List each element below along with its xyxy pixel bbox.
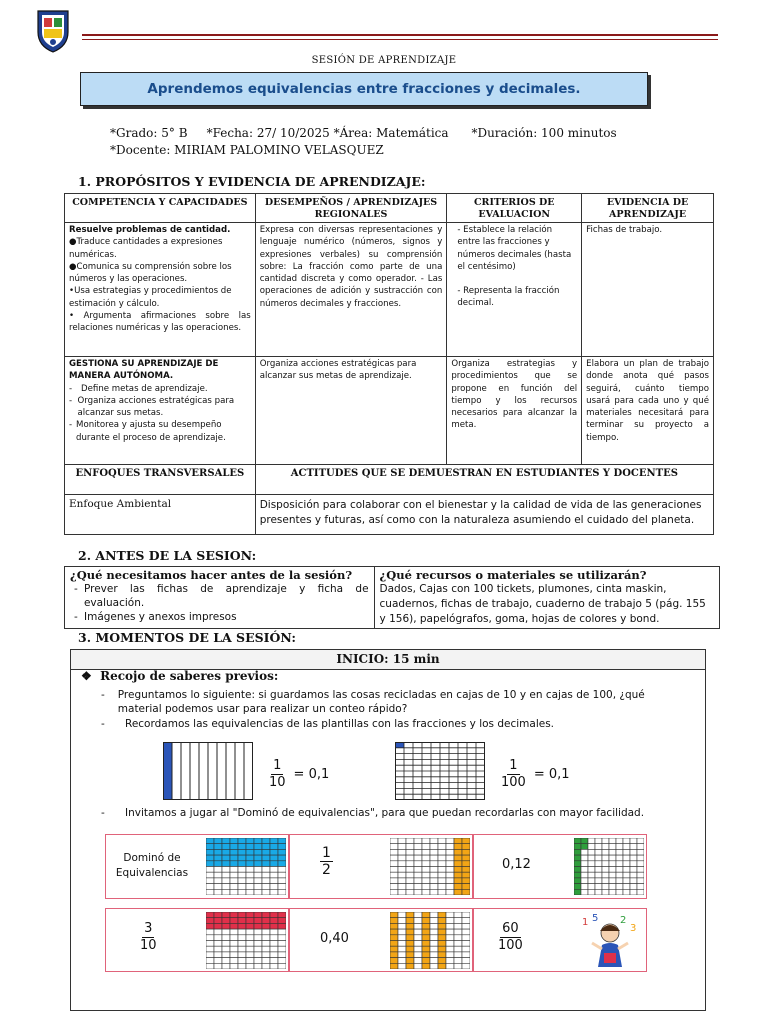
enfoques-header: ENFOQUES TRANSVERSALES [65,465,256,495]
domino-card-040 [289,908,473,972]
actitud-cell: Disposición para colaborar con el bienestar y la calidad de vida de las generaciones presentes y futuras, así como con la naturaleza asumiendo el cuidado del planeta. [255,495,713,535]
svg-text:1: 1 [582,917,589,928]
domino-card-title [105,834,289,899]
domino-card-sixty-hundredths [473,908,647,972]
inicio-header: INICIO: 15 min [71,650,705,670]
lesson-title-banner: Aprendemos equivalencias entre fracciones y decimales. [80,72,648,106]
domino-grid-green [574,838,644,895]
materials-text: Dados, Cajas con 100 tickets, plumones, cinta maskin, cuadernos, fichas de trabajo, cuaderno de trabajo 5 (pág. 155 y 156), papelógrafos, goma, hojas de colores y bond. [379,583,706,625]
evidencia-cell-2: Elabora un plan de trabajo donde anota qué pasos seguirá, cuánto tiempo usará para cada uno y qué materiales necesitará para terminar su proyecto a tiempo. [582,357,714,465]
desempeno-cell-2: Organiza acciones estratégicas para alcanzar sus metas de aprendizaje. [255,357,447,465]
tenths-grid-figure [163,742,253,800]
actitudes-header: ACTITUDES QUE SE DEMUESTRAN EN ESTUDIANTES Y DOCENTES [255,465,713,495]
domino-grid-cyan [206,838,286,895]
list-item: - Preguntamos lo siguiente: si guardamos las cosas recicladas en cajas de 10 y en cajas de 100, ¿qué material podemos usar para realizar un conteo rápido? [101,689,645,715]
svg-text:2: 2 [620,915,627,926]
domino-grid-orange-columns [390,912,470,969]
domino-title: Dominó de Equivalencias [115,852,189,879]
purposes-table [64,193,714,535]
meta-line-teacher: *Docente: MIRIAM PALOMINO VELASQUEZ [110,143,384,157]
diamond-bullet-icon: ❖ [81,669,92,683]
before-session-table [64,566,720,629]
meta-line-grade-date-area: *Grado: 5° B *Fecha: 27/ 10/2025 *Área: Matemática *Duración: 100 minutos [110,126,617,140]
svg-text:5: 5 [592,913,599,924]
section-3-title: 3. MOMENTOS DE LA SESIÓN: [78,630,296,645]
competencia-title: GESTIONA SU APRENDIZAJE DE MANERA AUTÓNOMA. [69,359,219,382]
equation-one-hundredth: $\frac{1}{100}$ = 0,1 [501,758,570,790]
recojo-heading: ❖ Recojo de saberes previos: [81,669,279,683]
capacidad-item: Define metas de aprendizaje. [81,383,208,394]
hundredths-grid-figure [395,742,485,800]
svg-text:3: 3 [630,923,637,934]
section-2-title: 2. ANTES DE LA SESION: [78,548,257,563]
domino-fraction-half: $\frac{1}{2}$ [322,845,331,878]
domino-decimal-040: 0,40 [320,931,349,946]
domino-card-012 [473,834,647,899]
before-needs-item: Prever las fichas de aprendizaje y ficha de evaluación. [83,583,369,609]
domino-card-half [289,834,473,899]
before-needs-question: ¿Qué necesitamos hacer antes de la sesión? [70,568,353,582]
equation-one-tenth: $\frac{1}{10}$ = 0,1 [269,758,330,790]
list-item: - Invitamos a jugar al "Dominó de equivalencias", para que puedan recordarlas con mayor facilidad. [101,807,645,819]
domino-fraction-sixty-hundredths: $\frac{60}{100}$ [498,921,523,953]
enfoque-cell: Enfoque Ambiental [65,495,256,535]
header-desempenos: DESEMPEÑOS / APRENDIZAJES REGIONALES [255,194,447,223]
domino-grid-red [206,912,286,969]
section-1-title: 1. PROPÓSITOS Y EVIDENCIA DE APRENDIZAJE: [78,174,426,189]
domino-grid-orange [390,838,470,895]
capacidad-item: ●Traduce cantidades a expresiones numéricas. [69,237,223,260]
capacidad-item: • Argumenta afirmaciones sobre las relaciones numéricas y las operaciones. [69,311,251,334]
session-title: SESIÓN DE APRENDIZAJE [311,55,457,66]
domino-fraction-three-tenths: $\frac{3}{10}$ [140,921,157,953]
criterios-cell-2: Organiza estrategias y procedimientos que se propone en función del tiempo y los recursos necesarios para alcanzar la meta. [447,357,582,465]
header-rule-bottom [82,39,718,40]
materials-cell [374,567,719,629]
materials-question: ¿Qué recursos o materiales se utilizarán? [379,568,647,582]
criterios-cell-1 [447,223,582,357]
girl-with-numbers-illustration [580,913,640,969]
competencia-cell-1 [65,223,256,357]
criterio-item: - Representa la fracción decimal. [457,286,560,309]
evidencia-cell-1: Fichas de trabajo. [582,223,714,357]
capacidad-item: ●Comunica su comprensión sobre los números y las operaciones. [69,261,232,285]
capacidad-item: •Usa estrategias y procedimientos de estimación y cálculo. [69,286,232,309]
header-competencia: COMPETENCIA Y CAPACIDADES [65,194,256,223]
domino-card-three-tenths [105,908,289,972]
header-criterios: CRITERIOS DE EVALUACION [447,194,582,223]
list-item: - Recordamos las equivalencias de las plantillas con las fracciones y los decimales. [101,718,555,730]
criterio-item: - Establece la relación entre las fracciones y números decimales (hasta el centésimo) [457,225,572,272]
moments-box [70,649,706,1011]
domino-decimal-012: 0,12 [502,857,531,872]
before-needs-item: Imágenes y anexos impresos [84,611,237,623]
competencia-cell-2: GESTIONA SU APRENDIZAJE DE MANERA AUTÓNOMA. - Define metas de aprendizaje. - Organiza acciones estratégicas para alcanzar sus metas. - Monitorea y ajusta su desempeño durante el proceso de aprendizaje. [65,357,256,465]
capacidad-item: Monitorea y ajusta su desempeño durante el proceso de aprendizaje. [76,420,226,443]
header-evidencia: EVIDENCIA DE APRENDIZAJE [582,194,714,223]
header-rule-top [82,34,718,36]
before-needs-cell: ¿Qué necesitamos hacer antes de la sesión? - Prever las fichas de aprendizaje y ficha de evaluación. - Imágenes y anexos impresos [65,567,375,629]
school-seal-logo [34,8,72,54]
competencia-title: Resuelve problemas de cantidad. [69,225,231,235]
capacidad-item: Organiza acciones estratégicas para alcanzar sus metas. [77,395,235,419]
desempeno-cell-1: Expresa con diversas representaciones y lenguaje numérico (números, signos y expresiones verbales) su comprensión sobre: La fracción como parte de una cantidad discreta y como operador. - Las operaciones de adición y sustracción con números decimales y fracciones. [255,223,447,357]
